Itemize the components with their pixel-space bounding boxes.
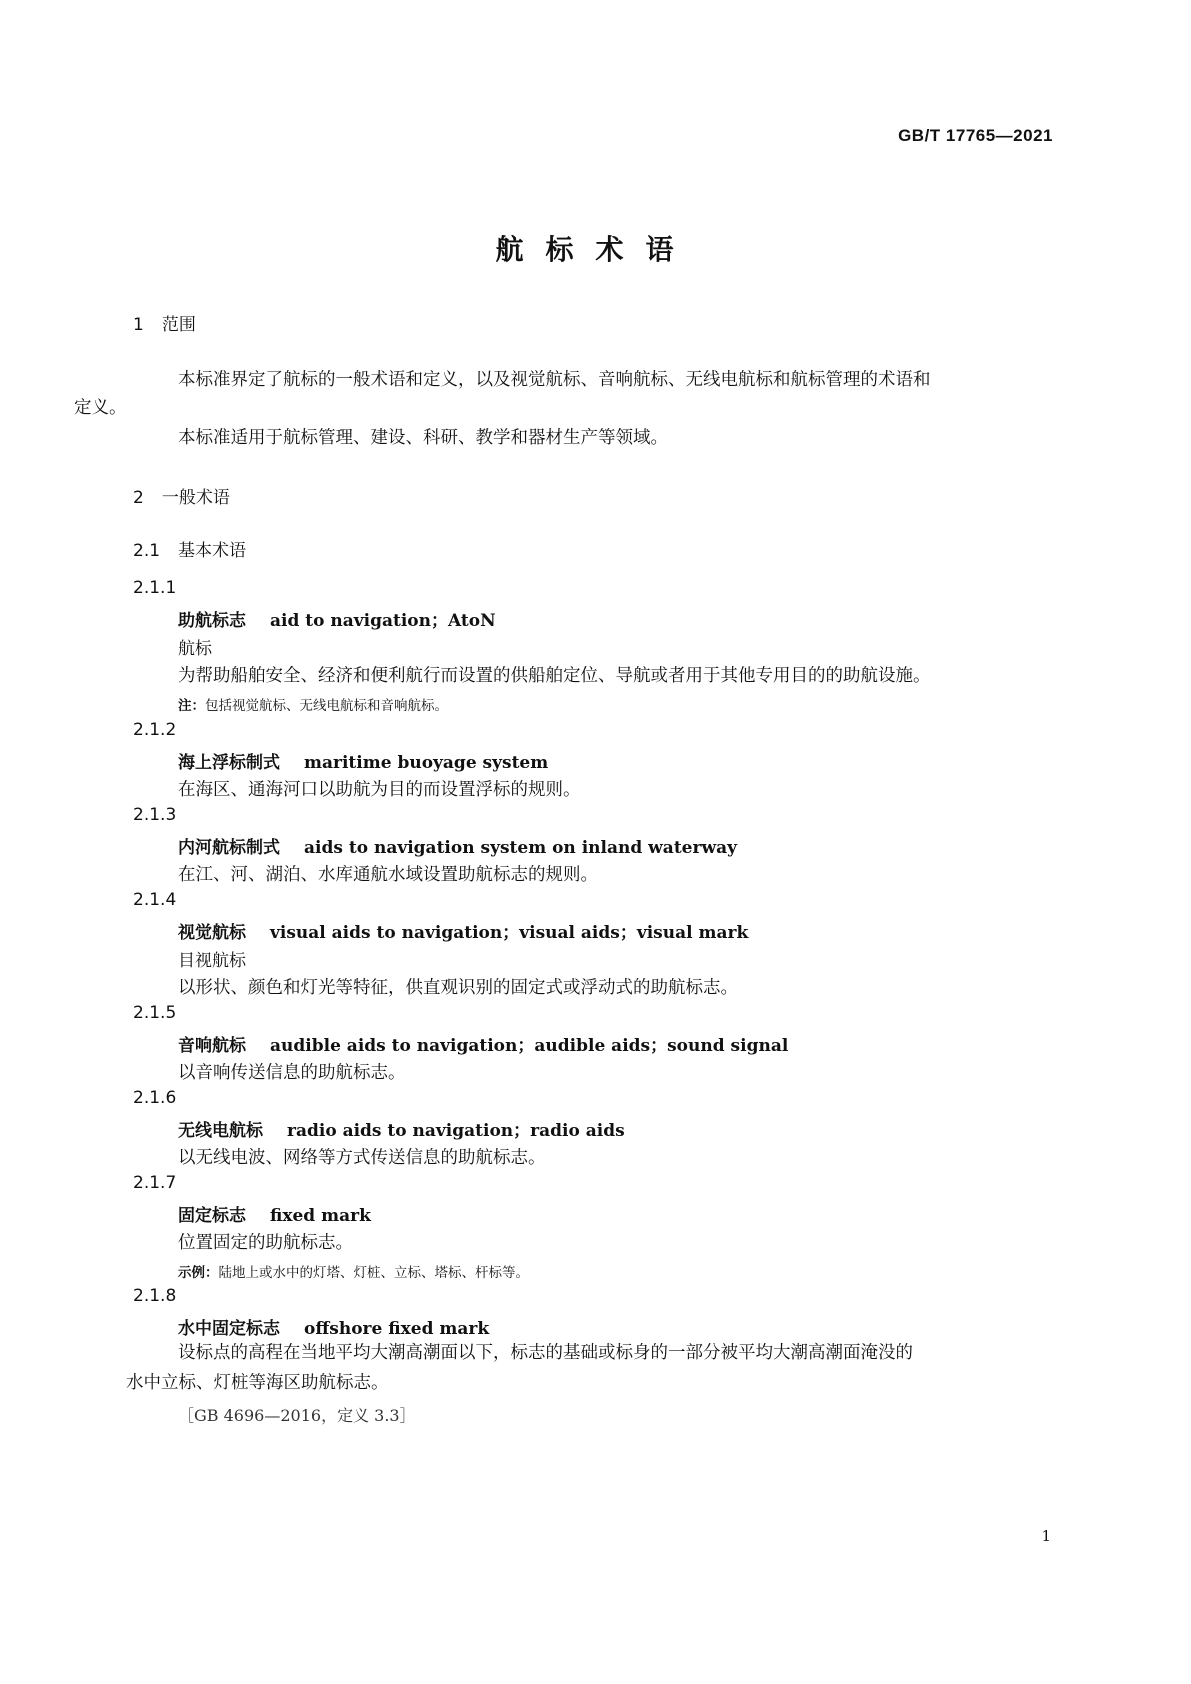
scope-paragraph-1 [74,366,1056,422]
term-number: 2.1.3 [133,805,177,825]
section-title: 范围 [161,315,196,335]
term-number: 2.1.7 [133,1173,177,1193]
term-zh: 无线电航标 [178,1121,263,1141]
standard-number: GB/T 17765—2021 [898,126,1053,145]
term-zh: 固定标志 [178,1206,246,1226]
term-definition: 在海区、通海河口以助航为目的而设置浮标的规则。 [178,780,581,800]
section-number: 2 [133,488,144,508]
section-heading-1 [133,310,196,335]
section-number: 1 [133,315,144,335]
term-zh: 助航标志 [178,611,246,631]
document-title: 航标术语 [495,233,696,266]
term-zh: 内河航标制式 [178,838,280,858]
term-number: 2.1.1 [133,578,177,598]
term-number: 2.1.4 [133,890,177,910]
term-definition: 以音响传送信息的助航标志。 [178,1063,406,1083]
term-zh: 海上浮标制式 [178,753,280,773]
term-heading [178,1116,625,1141]
term-zh: 音响航标 [178,1036,246,1056]
term-definition: 以无线电波、网络等方式传送信息的助航标志。 [178,1148,546,1168]
term-heading [178,1201,371,1226]
term-en: aids to navigation system on inland waterway [304,838,737,858]
term-definition [126,1338,1056,1398]
term-zh: 视觉航标 [178,923,246,943]
example-label: 示例： [178,1265,219,1281]
term-zh: 水中固定标志 [178,1319,280,1339]
term-alt: 目视航标 [178,951,246,971]
term-definition: 为帮助船舶安全、经济和便利航行而设置的供船舶定位、导航或者用于其他专用目的的助航设施。 [178,666,931,686]
term-heading [178,606,496,631]
section-number: 2.1 [133,541,161,561]
section-heading-2 [133,483,230,508]
term-heading [178,748,548,773]
term-source: ［GB 4696—2016，定义 3.3］ [178,1406,416,1425]
scope-paragraph-2: 本标准适用于航标管理、建设、科研、教学和器材生产等领域。 [178,428,668,448]
term-note [178,694,448,714]
term-number: 2.1.5 [133,1003,177,1023]
page-number: 1 [1041,1527,1051,1545]
term-definition: 以形状、颜色和灯光等特征，供直观识别的固定式或浮动式的助航标志。 [178,978,738,998]
term-definition: 在江、河、湖泊、水库通航水域设置助航标志的规则。 [178,865,598,885]
term-number: 2.1.6 [133,1088,177,1108]
term-heading [178,833,737,858]
term-example [178,1261,529,1281]
term-number: 2.1.2 [133,720,177,740]
section-title: 基本术语 [178,541,247,561]
term-en: maritime buoyage system [304,753,549,773]
paragraph-line: 本标准界定了航标的一般术语和定义，以及视觉航标、音响航标、无线电航标和航标管理的术语和 [178,370,931,390]
term-heading [178,1031,788,1056]
term-number: 2.1.8 [133,1286,177,1306]
term-heading [178,1314,489,1339]
note-label: 注： [178,698,205,714]
term-en: aid to navigation；AtoN [270,611,496,631]
term-en: audible aids to navigation；audible aids；sound signal [270,1036,789,1056]
term-en: radio aids to navigation；radio aids [287,1121,625,1141]
paragraph-line: 定义。 [74,398,127,418]
definition-line: 设标点的高程在当地平均大潮高潮面以下，标志的基础或标身的一部分被平均大潮高潮面淹没的 [178,1343,913,1363]
term-alt: 航标 [178,639,212,659]
section-title: 一般术语 [161,488,230,508]
example-text: 陆地上或水中的灯塔、灯桩、立标、塔标、杆标等。 [218,1265,529,1281]
term-en: visual aids to navigation；visual aids；visual mark [270,923,749,943]
term-en: fixed mark [270,1206,371,1226]
definition-line: 水中立标、灯桩等海区助航标志。 [126,1373,389,1393]
term-definition: 位置固定的助航标志。 [178,1233,353,1253]
section-heading-2-1 [133,536,246,561]
term-heading [178,918,748,943]
note-text: 包括视觉航标、无线电航标和音响航标。 [205,698,448,714]
term-en: offshore fixed mark [304,1319,490,1339]
